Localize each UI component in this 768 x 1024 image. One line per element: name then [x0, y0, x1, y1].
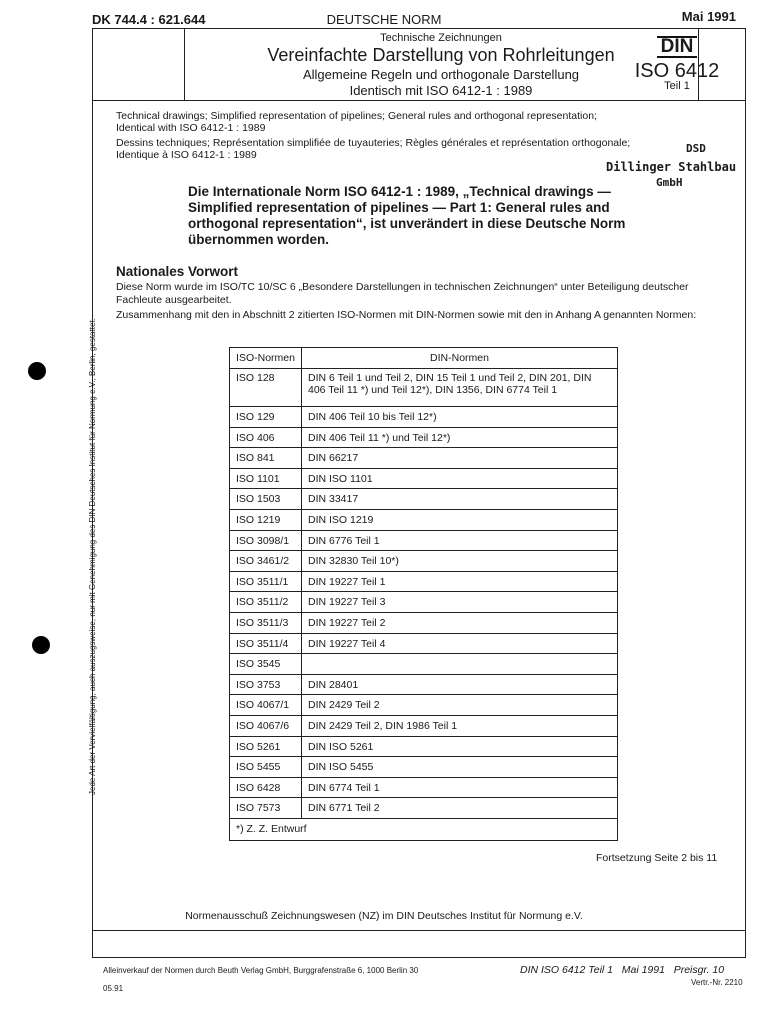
iso-cell: ISO 3461/2: [230, 551, 302, 572]
english-title-line1: Technical drawings; Simplified representation of pipelines; General rules and orthogonal representation;: [116, 110, 597, 122]
table-row: [230, 407, 618, 428]
iso-cell: ISO 6428: [230, 777, 302, 798]
column-header-iso: ISO-Normen: [230, 348, 302, 369]
committee-note: Normenausschuß Zeichnungswesen (NZ) im DIN Deutsches Institut für Normung e.V.: [185, 910, 583, 922]
iso-cell: ISO 128: [230, 369, 302, 407]
footer-reference: DIN ISO 6412 Teil 1 Mai 1991 Preisgr. 10: [520, 964, 725, 976]
table-header-row: [230, 348, 618, 369]
iso-cell: ISO 5261: [230, 736, 302, 757]
french-title-line1: Dessins techniques; Représentation simplifiée de tuyauteries; Règles générales et représentation orthogonale;: [116, 137, 631, 149]
iso-cell: ISO 7573: [230, 798, 302, 819]
standard-number: ISO 6412: [634, 60, 720, 82]
iso-cell: ISO 3753: [230, 674, 302, 695]
din-cell: DIN 32830 Teil 10*): [302, 551, 618, 572]
stamp-line3: GmbH: [656, 176, 683, 189]
table-row: [230, 654, 618, 675]
din-cell: DIN 6776 Teil 1: [302, 530, 618, 551]
french-title-line2: Identique à ISO 6412-1 : 1989: [116, 149, 257, 161]
document-subtitle: Allgemeine Regeln und orthogonale Darstellung: [302, 67, 580, 82]
iso-cell: ISO 3511/4: [230, 633, 302, 654]
section-heading: Nationales Vorwort: [116, 264, 239, 279]
din-cell: DIN 6 Teil 1 und Teil 2, DIN 15 Teil 1 und Teil 2, DIN 201, DIN 406 Teil 11 *) und Teil 12*), DIN 1356, DIN 6774 Teil 1: [302, 369, 618, 407]
stamp-line1: DSD: [686, 142, 706, 155]
din-cell: DIN 19227 Teil 1: [302, 571, 618, 592]
din-cell: DIN 6771 Teil 2: [302, 798, 618, 819]
subject: Technische Zeichnungen: [380, 32, 502, 44]
din-cell: DIN ISO 5261: [302, 736, 618, 757]
din-cell: DIN 6774 Teil 1: [302, 777, 618, 798]
copyright-side-text: Jede Art der Vervielfältigung, auch auszugsweise, nur mit Genehmigung des DIN Deutsches Institut für Normung e.V., Berlin, gestattet.: [88, 318, 97, 795]
issue-date: Mai 1991: [681, 9, 736, 24]
table-row: [230, 777, 618, 798]
din-cell: DIN 33417: [302, 489, 618, 510]
punch-hole-top: [28, 362, 46, 380]
din-cell: DIN 2429 Teil 2, DIN 1986 Teil 1: [302, 715, 618, 736]
table-row: [230, 736, 618, 757]
continuation-note: Fortsetzung Seite 2 bis 11: [596, 852, 718, 864]
din-cell: DIN 2429 Teil 2: [302, 695, 618, 716]
sales-note: Alleinverkauf der Normen durch Beuth Verlag GmbH, Burggrafenstraße 6, 1000 Berlin 30: [103, 966, 419, 975]
iso-cell: ISO 1503: [230, 489, 302, 510]
table-row: [230, 530, 618, 551]
iso-cell: ISO 3511/3: [230, 612, 302, 633]
iso-cell: ISO 5455: [230, 757, 302, 778]
table-row: [230, 448, 618, 469]
copyright-side-note: [88, 245, 96, 795]
dk-number: DK 744.4 : 621.644: [92, 12, 206, 27]
table-row: [230, 695, 618, 716]
din-cell: [302, 654, 618, 675]
iso-cell: ISO 3511/1: [230, 571, 302, 592]
table-row: [230, 427, 618, 448]
table-row: [230, 592, 618, 613]
din-cell: DIN ISO 5455: [302, 757, 618, 778]
standard-part: Teil 1: [664, 80, 690, 92]
french-title: [116, 137, 630, 161]
table-row: [230, 798, 618, 819]
table-footnote-row: [230, 818, 618, 840]
din-cell: DIN 406 Teil 11 *) und Teil 12*): [302, 427, 618, 448]
frame-divider: [92, 930, 746, 931]
title-block-left-cell: [92, 28, 185, 100]
table-row: [230, 468, 618, 489]
table-row: [230, 633, 618, 654]
table-row: [230, 369, 618, 407]
iso-cell: ISO 1219: [230, 509, 302, 530]
identical-note: Identisch mit ISO 6412-1 : 1989: [349, 83, 533, 98]
din-logo: DIN: [657, 36, 698, 58]
table-row: [230, 715, 618, 736]
iso-cell: ISO 3511/2: [230, 592, 302, 613]
english-title-line2: Identical with ISO 6412-1 : 1989: [116, 122, 266, 134]
norm-type: DEUTSCHE NORM: [326, 12, 442, 27]
din-cell: DIN 406 Teil 10 bis Teil 12*): [302, 407, 618, 428]
table-row: [230, 509, 618, 530]
table-footnote: *) Z. Z. Entwurf: [230, 818, 618, 840]
table-row: [230, 551, 618, 572]
iso-cell: ISO 1101: [230, 468, 302, 489]
table-row: [230, 674, 618, 695]
table-row: [230, 612, 618, 633]
din-cell: DIN 66217: [302, 448, 618, 469]
foreword-paragraph-1: Diese Norm wurde im ISO/TC 10/SC 6 „Besondere Darstellungen in technischen Zeichnungen“ unter Beteiligung deutscher Fachleute ausgearbeitet.: [116, 281, 689, 306]
foreword-paragraph-2: Zusammenhang mit den in Abschnitt 2 zitierten ISO-Normen mit DIN-Normen sowie mit den in Anhang A genannten Normen:: [116, 309, 697, 321]
din-cell: DIN 19227 Teil 4: [302, 633, 618, 654]
stamp-line2: Dillinger Stahlbau: [606, 160, 737, 174]
table-row: [230, 757, 618, 778]
din-cell: DIN 19227 Teil 2: [302, 612, 618, 633]
norms-table: [229, 347, 618, 841]
international-statement: Die Internationale Norm ISO 6412-1 : 1989, „Technical drawings — Simplified representation of pipelines — Part 1: General rules and orthogonal representation“, ist unverändert in diese Deutsche Norm übernommen worden.: [188, 184, 626, 247]
english-title: [116, 110, 597, 134]
iso-cell: ISO 4067/6: [230, 715, 302, 736]
iso-cell: ISO 4067/1: [230, 695, 302, 716]
punch-hole-bottom: [32, 636, 50, 654]
document-title: Vereinfachte Darstellung von Rohrleitungen: [267, 45, 615, 65]
din-cell: DIN ISO 1101: [302, 468, 618, 489]
iso-cell: ISO 3545: [230, 654, 302, 675]
table-row: [230, 571, 618, 592]
table-row: [230, 489, 618, 510]
din-cell: DIN 19227 Teil 3: [302, 592, 618, 613]
distribution-number: Vertr.-Nr. 2210: [691, 978, 743, 987]
iso-cell: ISO 129: [230, 407, 302, 428]
column-header-din: DIN-Normen: [302, 348, 618, 369]
din-cell: DIN ISO 1219: [302, 509, 618, 530]
din-logo-block: [607, 30, 747, 92]
iso-cell: ISO 3098/1: [230, 530, 302, 551]
iso-cell: ISO 841: [230, 448, 302, 469]
iso-cell: ISO 406: [230, 427, 302, 448]
print-code: 05.91: [103, 984, 124, 993]
din-cell: DIN 28401: [302, 674, 618, 695]
